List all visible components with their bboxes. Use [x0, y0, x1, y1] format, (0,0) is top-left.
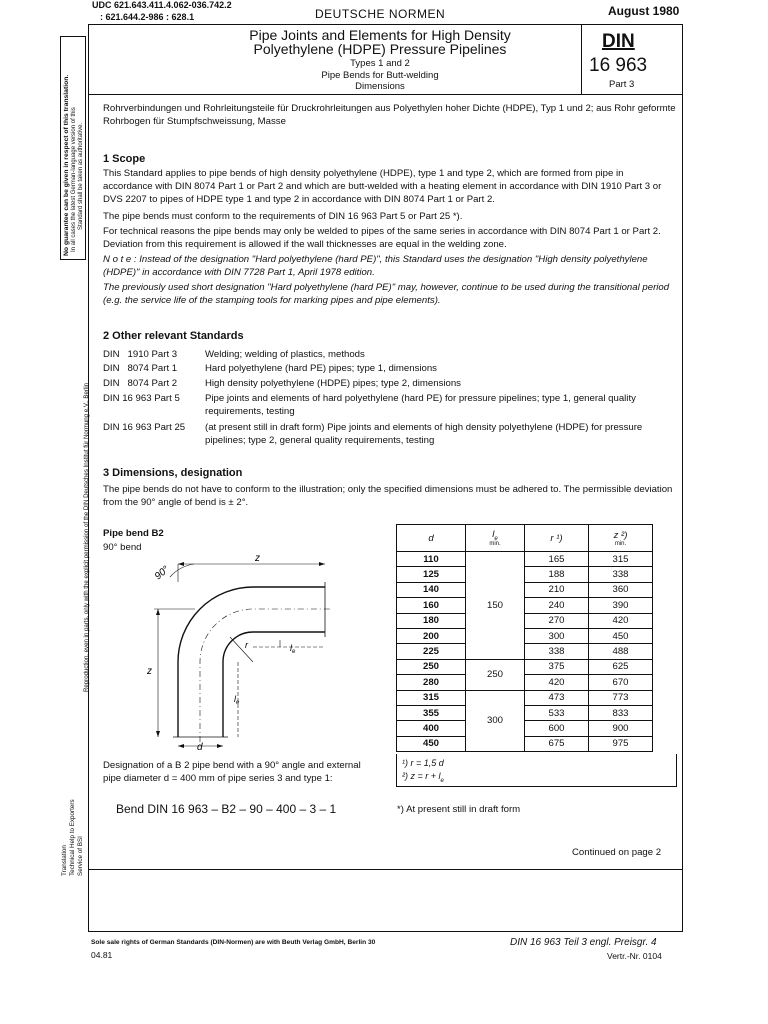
cell-r: 375 — [525, 659, 589, 674]
fig-le-right-sub: e — [292, 649, 296, 655]
title-line-1: Pipe Joints and Elements for High Density — [249, 27, 511, 43]
scope-p3: For technical reasons the pipe bends may only be welded to pipes of the same series in accordance with DIN 8074 Part 1 or Part 2. Deviation from this requirement is allowed if the wall thicknesses are equal in the welding zone. — [103, 226, 661, 251]
udc-line-2: : 621.644.2-986 : 628.1 — [100, 12, 195, 22]
std-row — [103, 362, 673, 376]
cell-z: 420 — [589, 613, 653, 628]
table-footnote-2 — [402, 771, 444, 784]
cell-r: 533 — [525, 705, 589, 720]
fig-le-bottom-main: l — [234, 694, 236, 704]
cell-d: 160 — [397, 598, 466, 613]
col-header-z — [589, 525, 653, 552]
continued-note: Continued on page 2 — [572, 847, 662, 858]
dimensions-table — [396, 524, 653, 752]
table-row — [397, 690, 653, 705]
fig-le-right-label — [290, 643, 296, 655]
dimensions-p1: The pipe bends do not have to conform to the illustration; only the specified dimensions must be adhered to. The permissible deviation from the 90° angle of bend is ± 2°. — [103, 484, 673, 509]
cell-z: 975 — [589, 736, 653, 751]
cell-z: 390 — [589, 598, 653, 613]
table-row — [397, 721, 653, 736]
fig-angle-label: 90° — [152, 564, 172, 583]
table-row — [397, 567, 653, 582]
cell-z: 360 — [589, 582, 653, 597]
designation-example: Bend DIN 16 963 – B2 – 90 – 400 – 3 – 1 — [116, 802, 337, 816]
side-warning-1: No guarantee can be given in respect of this translation. — [63, 74, 70, 256]
frame-right — [682, 24, 683, 932]
cell-z: 773 — [589, 690, 653, 705]
table-row — [397, 675, 653, 690]
doc-number: 16 963 — [589, 55, 648, 76]
table-row — [397, 705, 653, 720]
table-row — [397, 598, 653, 613]
fig-le-bottom-label — [234, 694, 240, 706]
cell-le: 300 — [466, 690, 525, 752]
col-header-z-min: min. — [614, 540, 627, 547]
std-code: DIN 16 963 Part 5 — [103, 393, 180, 404]
pipe-bend-diagram — [130, 552, 390, 757]
table-header-row — [397, 525, 653, 552]
std-row — [103, 392, 673, 420]
bend-centerline — [200, 609, 330, 742]
draft-footnote: *) At present still in draft form — [397, 804, 521, 815]
col-header-le-main: l — [492, 528, 495, 540]
bend-inner — [223, 632, 325, 737]
table-footnote-2-main: ²) z = r + l — [402, 771, 441, 781]
cell-d: 225 — [397, 644, 466, 659]
std-row — [103, 377, 673, 391]
scope-note — [103, 253, 673, 279]
std-code: DIN 8074 Part 1 — [103, 363, 178, 374]
std-title: (at present still in draft form) Pipe joints and elements of high density polyethylene (HDPE) for pressure pipelines; type 2, general quality requirements, testing — [205, 422, 643, 446]
page-title — [190, 28, 570, 92]
col-header-d: d — [397, 525, 466, 552]
cell-r: 210 — [525, 582, 589, 597]
scope-heading: 1 Scope — [103, 153, 146, 165]
cell-d: 400 — [397, 721, 466, 736]
table-row — [397, 644, 653, 659]
cell-d: 180 — [397, 613, 466, 628]
udc-line-1: UDC 621.643.411.4.062-036.742.2 — [92, 0, 232, 10]
std-title: Hard polyethylene (hard PE) pipes; type 1, dimensions — [205, 363, 437, 374]
footer-ref: DIN 16 963 Teil 3 engl. Preisgr. 4 — [510, 937, 657, 948]
side-warning-3: Standard shall be taken as authoritative. — [78, 122, 84, 230]
cell-d: 355 — [397, 705, 466, 720]
doc-date: August 1980 — [608, 4, 680, 18]
frame-header-bottom — [88, 94, 682, 95]
frame-bottom-2 — [88, 931, 682, 932]
scope-note-2: The previously used short designation "Hard polyethylene (hard PE)" may, however, continue to be used during the transitional period (e.g. the service life of the stamping tools for marking pipes and pipe elements). — [103, 282, 670, 307]
col-header-le — [466, 525, 525, 552]
subtitle-3: Dimensions — [355, 81, 405, 92]
cell-d: 125 — [397, 567, 466, 582]
footer-code: 04.81 — [91, 950, 113, 960]
cell-r: 165 — [525, 552, 589, 567]
cell-z: 670 — [589, 675, 653, 690]
cell-d: 110 — [397, 552, 466, 567]
side-translation-3: Service of BSI — [77, 836, 84, 876]
std-title: Pipe joints and elements of hard polyethylene (hard PE) for pressure pipelines; type 1, general quality requirements, testing — [205, 393, 636, 417]
fig-r-label: r — [245, 640, 248, 650]
fig-z-top-label: z — [255, 553, 260, 564]
cell-d: 315 — [397, 690, 466, 705]
figure-title: Pipe bend B2 — [103, 528, 164, 539]
figure-subtitle: 90° bend — [103, 542, 142, 553]
cell-d: 200 — [397, 628, 466, 643]
col-header-r: r ¹) — [525, 525, 589, 552]
dimensions-heading: 3 Dimensions, designation — [103, 467, 243, 479]
cell-r: 473 — [525, 690, 589, 705]
cell-r: 600 — [525, 721, 589, 736]
cell-z: 488 — [589, 644, 653, 659]
standards-heading: 2 Other relevant Standards — [103, 330, 244, 342]
frame-din-divider — [581, 24, 582, 94]
cell-r: 188 — [525, 567, 589, 582]
cell-z: 450 — [589, 628, 653, 643]
footer-rights: Sole sale rights of German Standards (DIN-Normen) are with Beuth Verlag GmbH, Berlin 30 — [91, 939, 376, 946]
cell-le: 250 — [466, 659, 525, 690]
table-footnote-2-sub: e — [440, 777, 444, 784]
table-row — [397, 628, 653, 643]
cell-r: 300 — [525, 628, 589, 643]
fig-z-left-label: z — [147, 666, 152, 677]
std-code: DIN 8074 Part 2 — [103, 378, 178, 389]
table-footnote-1: ¹) r = 1,5 d — [402, 758, 444, 768]
fig-le-right-main: l — [290, 643, 292, 653]
side-translation-1: Translation — [61, 845, 68, 876]
cell-d: 250 — [397, 659, 466, 674]
std-title: Welding; welding of plastics, methods — [205, 349, 365, 360]
std-row — [103, 421, 673, 449]
title-line-2: Polyethylene (HDPE) Pressure Pipelines — [253, 41, 507, 57]
note-text: Instead of the designation "Hard polyethylene (hard PE)", this Standard uses the designation "High density polyethylene (HDPE)" in accordance with DIN 7728 Part 1, April 1978 edition. — [103, 254, 648, 279]
side-translation-2: Technical Help to Exporters — [69, 799, 76, 876]
side-warning-2: In all cases the latest German-language version of this — [71, 107, 77, 252]
cell-d: 280 — [397, 675, 466, 690]
std-row — [103, 348, 673, 362]
subtitle-2: Pipe Bends for Butt-welding — [321, 70, 439, 81]
table-row — [397, 613, 653, 628]
scope-p2: The pipe bends must conform to the requirements of DIN 16 963 Part 5 or Part 25 *). — [103, 211, 463, 222]
cell-z: 833 — [589, 705, 653, 720]
cell-d: 140 — [397, 582, 466, 597]
note-label: N o t e : — [103, 254, 137, 265]
subtitle-1: Types 1 and 2 — [350, 58, 410, 69]
table-row — [397, 552, 653, 567]
cell-d: 450 — [397, 736, 466, 751]
cell-r: 420 — [525, 675, 589, 690]
german-title: Rohrverbindungen und Rohrleitungsteile für Druckrohrleitungen aus Polyethylen hoher Dichte (HDPE), Typ 1 und 2; aus Rohr geformte Rohrbogen für Stumpfschweissung, Masse — [103, 103, 676, 128]
designation-text: Designation of a B 2 pipe bend with a 90° angle and external pipe diameter d = 400 mm of pipe series 3 and type 1: — [103, 760, 361, 784]
cell-r: 338 — [525, 644, 589, 659]
fig-le-bottom-sub: e — [236, 700, 240, 706]
cell-z: 900 — [589, 721, 653, 736]
col-header-z-main: z ²) — [613, 529, 628, 541]
cell-r: 240 — [525, 598, 589, 613]
std-title: High density polyethylene (HDPE) pipes; type 2, dimensions — [205, 378, 461, 389]
footer-vertr: Vertr.-Nr. 0104 — [607, 951, 662, 961]
cell-z: 625 — [589, 659, 653, 674]
cell-le: 150 — [466, 552, 525, 660]
frame-top — [88, 24, 682, 25]
scope-p1: This Standard applies to pipe bends of high density polyethylene (HDPE), type 1 and type 2, which are formed from pipe in accordance with DIN 8074 Part 1 or Part 2 and which are butt-welded with a heating element in accordance with DIN 1910 Part 3 or DVS 2207 to pipes of HDPE type 1 and type 2 in accordance with DIN 8074 Part 1 or Part 2. — [103, 168, 662, 206]
cell-r: 270 — [525, 613, 589, 628]
doc-part: Part 3 — [609, 79, 635, 90]
table-row — [397, 736, 653, 751]
fig-d-label: d — [197, 742, 203, 753]
cell-r: 675 — [525, 736, 589, 751]
std-code: DIN 16 963 Part 25 — [103, 422, 186, 433]
std-code: DIN 1910 Part 3 — [103, 349, 178, 360]
side-reproduction: Reproduction, even in parts, only with the explicit permission of the DIN Deutsches Institut für Normung e.V., Berlin — [83, 382, 90, 692]
col-header-le-sub: e — [494, 535, 498, 542]
din-logo: DIN — [602, 31, 635, 52]
frame-bottom-1 — [88, 869, 682, 870]
col-header-le-min: min. — [489, 541, 501, 548]
org-name: DEUTSCHE NORMEN — [315, 7, 446, 21]
table-row — [397, 582, 653, 597]
cell-z: 338 — [589, 567, 653, 582]
table-row — [397, 659, 653, 674]
cell-z: 315 — [589, 552, 653, 567]
